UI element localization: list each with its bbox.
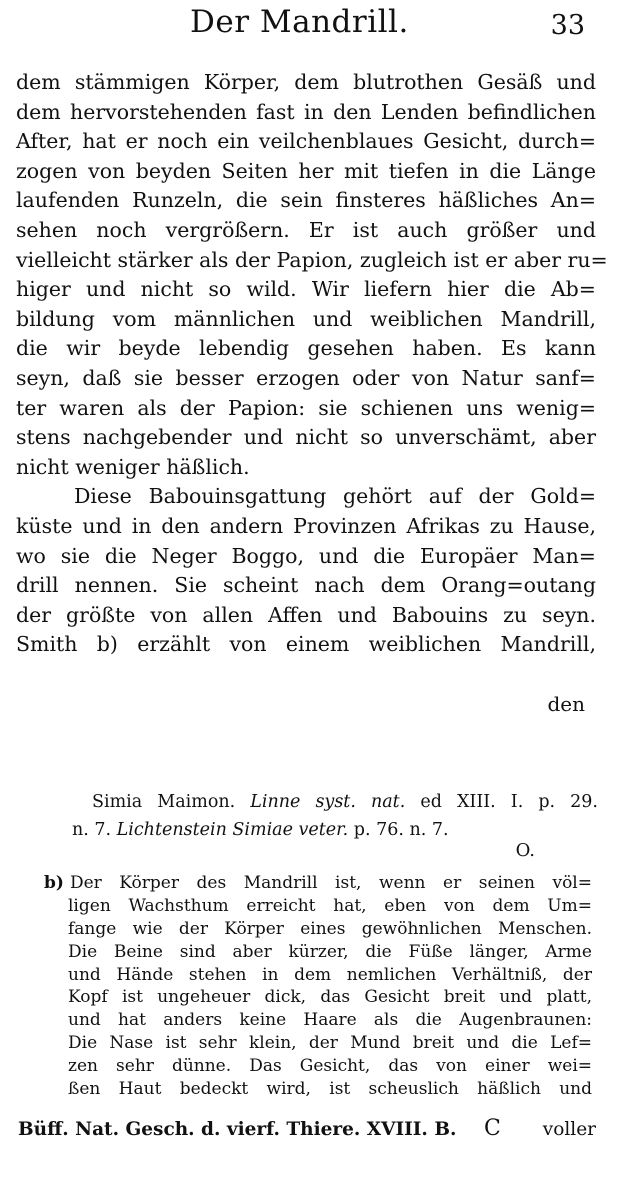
text-line: bildung vom männlichen und weiblichen Mandrill, [16,306,596,331]
text-line: sehen noch vergrößern. Er ist auch größer und [16,217,596,242]
text-line: seyn, daß sie besser erzogen oder von Natur sanf= [16,365,596,390]
page-number: 33 [550,10,585,41]
signature-line [18,1116,596,1149]
text-line: nicht weniger häßlich. [16,454,250,479]
text-line: Diese Babouinsgattung gehört auf der Gold= [74,484,596,509]
text-line: zogen von beyden Seiten her mit tiefen in die Länge [16,158,596,183]
text-line: laufenden Runzeln, die sein finsteres häßliches An= [16,188,596,213]
footnote-b-marker: b) [44,873,64,893]
footnote-b [44,872,592,1101]
footnote-a-author: Linne syst. nat. [250,792,406,812]
text-line: die wir beyde lebendig gesehen haben. Es kann [16,336,596,361]
text-line: dem stämmigen Körper, dem blutrothen Gesäß und [16,70,596,94]
text-line: higer und nicht so wild. Wir liefern hier die Ab= [16,277,596,302]
footnote-b-line [44,872,592,895]
footnote-b-line: ligen Wachsthum erreicht hat, eben von dem Um= [68,895,592,916]
footnote-a-signature: O. [515,840,535,861]
main-text-block [16,68,608,660]
text-line: vielleicht stärker als der Papion, zugleich ist er aber ru= [16,247,608,272]
footnote-b-line: Kopf ist ungeheuer dick, das Gesicht breit und platt, [68,987,592,1008]
footnote-b-line: Die Nase ist sehr klein, der Mund breit und die Lef= [68,1033,592,1054]
text-line: Smith b) erzählt von einem weiblichen Mandrill, [16,632,596,657]
footnote-b-line: zen sehr dünne. Das Gesicht, das von einer wei= [68,1056,592,1077]
footnote-a-prefix: Simia Maimon. [92,792,251,812]
text-line: wo sie die Neger Boggo, und die Europäer Man= [16,543,596,568]
text-line: küste und in den andern Provinzen Afrikas zu Hause, [16,513,596,538]
footnote-b-text: Der Körper des Mandrill ist, wenn er seinen völ= [69,873,592,893]
running-title: Der Mandrill. [190,4,409,40]
footnote-a-line-1 [92,788,598,816]
text-line: After, hat er noch ein veilchenblaues Gesicht, durch= [16,129,596,154]
printer-signature: Büff. Nat. Gesch. d. vierf. Thiere. XVIII. B. [18,1119,457,1140]
footnote-b-line: und Hände stehen in dem nemlichen Verhältniß, der [68,964,592,985]
text-line: stens nachgebender und nicht so unverschämt, aber [16,425,596,450]
catchword: den [547,692,585,716]
text-line: dem hervorstehenden fast in den Lenden befindlichen [16,99,596,124]
footnote-a [72,788,598,844]
footnote-b-line: Die Beine sind aber kürzer, die Füße länger, Arme [68,941,592,962]
running-head [0,4,643,44]
footnote-a-author-2: Lichtenstein Simiae veter. [116,820,349,840]
footnote-a-suffix: ed XIII. I. p. 29. [405,792,598,812]
footnote-b-line: ßen Haut bedeckt wird, ist scheuslich häßlich und [68,1079,592,1100]
footnote-a-suffix-2: p. 76. n. 7. [348,820,449,840]
text-line: ter waren als der Papion: sie schienen uns wenig= [16,395,596,420]
footnote-b-line: fange wie der Körper eines gewöhnlichen Menschen. [68,918,592,939]
footnote-a-prefix-2: n. 7. [72,820,117,840]
footnote-b-line: und hat anders keine Haare als die Augenbraunen: [68,1010,592,1031]
catchword-footnote: voller [542,1119,596,1140]
gathering-mark: C [484,1116,501,1141]
text-line: drill nennen. Sie scheint nach dem Orang=outang [16,573,596,598]
text-line: der größte von allen Affen und Babouins zu seyn. [16,602,596,627]
